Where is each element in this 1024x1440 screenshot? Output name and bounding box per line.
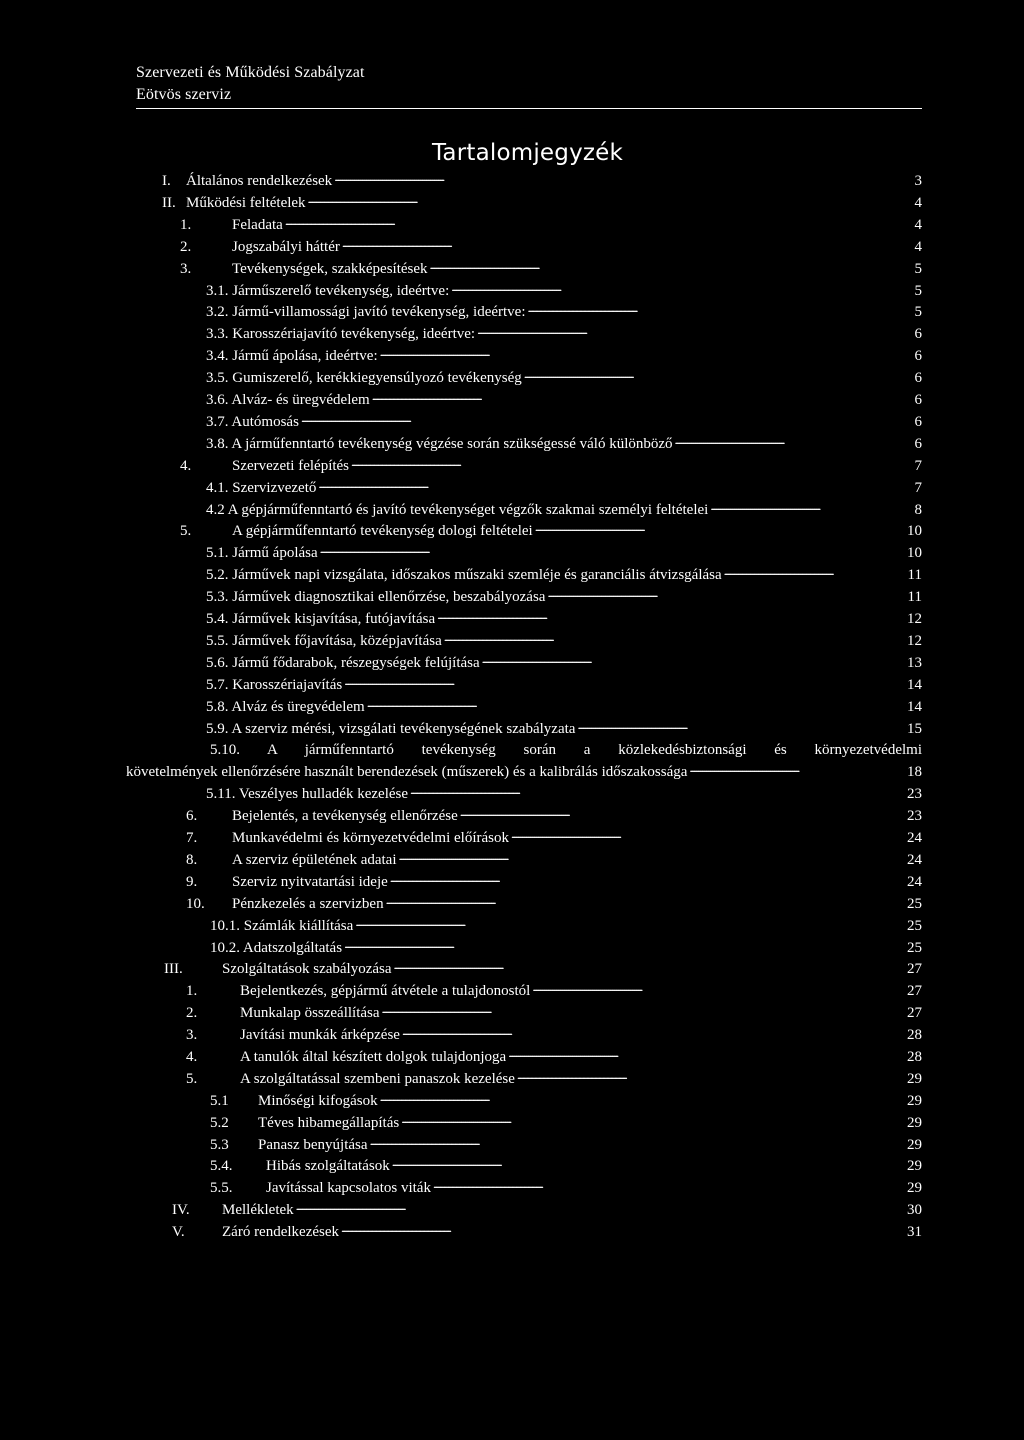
toc-page-number: 8 [914,502,922,518]
toc-number: 3. [180,261,192,277]
dot-leader [508,1042,905,1064]
toc-page-number: 5 [914,261,922,277]
toc-page-number: 29 [907,1071,922,1087]
toc-label: 5.3. Járművek diagnosztikai ellenőrzése, beszabályozása [206,589,546,605]
toc-page-number: 24 [907,874,922,890]
toc-label: Bejelentkezés, gépjármű átvétele a tulajdonostól [240,983,531,999]
toc-label: Panasz benyújtása [258,1137,368,1153]
dot-leader [517,1064,905,1086]
toc-page-number: 27 [907,1005,922,1021]
toc-label: 5.6. Jármű fődarabok, részegységek felújítása [206,655,480,671]
toc-page-number: 23 [907,808,922,824]
dot-leader [301,407,913,429]
toc-page-number: 6 [914,414,922,430]
toc-label: 3.5. Gumiszerelő, kerékkiegyensúlyozó tevékenység [206,370,522,386]
toc-number: 5.1 [210,1093,229,1109]
toc-page-number: 6 [914,348,922,364]
toc-label: 5.7. Karosszériajavítás [206,677,343,693]
toc-row[interactable] [0,1221,1024,1243]
header-rule [136,108,922,109]
toc-page-number: 3 [914,173,922,189]
dot-leader [477,319,912,341]
toc-label: Jogszabályi háttér [232,239,340,255]
toc-number: 5.4. [210,1158,233,1174]
dot-leader [390,867,905,889]
toc-label: Téves hibamegállapítás [258,1115,400,1131]
dot-leader [524,363,913,385]
toc-page-number: 5 [914,283,922,299]
toc-number: 9. [186,874,198,890]
toc-label: 5.2. Járművek napi vizsgálata, időszakos műszaki szemléje és garanciális átvizsgálása [206,567,722,583]
dot-leader [532,976,905,998]
toc-page-number: 31 [907,1224,922,1240]
dot-leader [675,429,913,451]
toc-label: Szervezeti felépítés [232,458,350,474]
toc-page-number: 4 [914,239,922,255]
dot-leader [511,823,905,845]
toc-number: 5.3 [210,1137,229,1153]
dot-leader [577,714,905,736]
header-title: Szervezeti és Működési Szabályzat [136,64,365,81]
toc-label: 5.1. Jármű ápolása [206,545,318,561]
toc-label: A tanulók által készített dolgok tulajdonjoga [240,1049,507,1065]
dot-leader [320,538,905,560]
dot-leader [451,276,912,298]
toc-page-number: 23 [907,786,922,802]
dot-leader [380,341,913,363]
toc-label: követelmények ellenőrzésére használt berendezések (műszerek) és a kalibrálás időszakossága [126,764,688,780]
dot-leader [710,495,912,517]
toc-page-number: 29 [907,1115,922,1131]
dot-leader [444,626,905,648]
toc-page-number: 11 [907,567,922,583]
dot-leader [386,889,905,911]
toc-label: 5.5. Járművek főjavítása, középjavítása [206,633,442,649]
dot-leader [402,1020,905,1042]
dot-leader [285,210,913,232]
toc-page-number: 6 [914,436,922,452]
toc-label: Bejelentés, a tevékenység ellenőrzése [232,808,458,824]
toc-row[interactable] [0,718,1024,740]
toc-page-number: 28 [907,1049,922,1065]
toc-page-number: 25 [907,918,922,934]
toc-label: 5.9. A szerviz mérési, vizsgálati tevékenységének szabályzata [206,721,576,737]
toc-label: 5.10. A járműfenntartó tevékenység során a közlekedésbiztonsági és környezetvédelmi [210,742,922,758]
toc-page-number: 6 [914,370,922,386]
dot-leader [344,670,905,692]
toc-page-number: 10 [907,523,922,539]
dot-leader [689,757,905,779]
dot-leader [437,604,905,626]
dot-leader [392,1151,905,1173]
toc-number: 3. [186,1027,198,1043]
toc-page-number: 29 [907,1180,922,1196]
toc-number: 4. [186,1049,198,1065]
toc-label: Szerviz nyitvatartási ideje [232,874,388,890]
toc-number: 2. [180,239,192,255]
toc-number: 5.2 [210,1115,229,1131]
dot-leader [318,473,912,495]
dot-leader [367,692,905,714]
dot-leader [394,954,905,976]
document-header [136,62,922,106]
toc-label: 3.4. Jármű ápolása, ideértve: [206,348,378,364]
dot-leader [460,801,905,823]
toc-page-number: 25 [907,940,922,956]
toc-page-number: 4 [914,195,922,211]
dot-leader [724,560,906,582]
toc-label: Minőségi kifogások [258,1093,378,1109]
toc-label: Szolgáltatások szabályozása [222,961,392,977]
toc-label: Működési feltételek [186,195,306,211]
toc-label: Tevékenységek, szakképesítések [232,261,428,277]
toc-label: Javítással kapcsolatos viták [266,1180,431,1196]
dot-leader [342,232,913,254]
toc-label: Záró rendelkezések [222,1224,340,1240]
toc-label: 3.3. Karosszériajavító tevékenység, ideértve: [206,326,476,342]
dot-leader [351,451,912,473]
toc-label: Munkalap összeállítása [240,1005,380,1021]
toc-page-number: 7 [914,480,922,496]
toc-page-number: 4 [914,217,922,233]
toc-page-number: 27 [907,983,922,999]
dot-leader [430,254,913,276]
toc-number: 1. [180,217,192,233]
toc-number: 4. [180,458,192,474]
toc-label: 5.4. Járművek kisjavítása, futójavítása [206,611,436,627]
toc-label: A szolgáltatással szembeni panaszok kezelése [240,1071,515,1087]
toc-page-number: 29 [907,1093,922,1109]
toc-label: Munkavédelmi és környezetvédelmi előírások [232,830,509,846]
dot-leader [382,998,905,1020]
toc-page-number: 11 [907,589,922,605]
dot-leader [296,1195,905,1217]
toc-number: 6. [186,808,198,824]
toc-number: 7. [186,830,198,846]
toc-page-number: 27 [907,961,922,977]
dot-leader [401,1108,905,1130]
toc-number: III. [164,961,183,977]
dot-leader [372,385,913,407]
dot-leader [482,648,905,670]
toc-label: 5.11. Veszélyes hulladék kezelése [206,786,409,802]
dot-leader [355,911,905,933]
toc-label: 3.1. Járműszerelő tevékenység, ideértve: [206,283,450,299]
toc-label: 5.8. Alváz és üregvédelem [206,699,365,715]
toc-page-number: 15 [907,721,922,737]
toc-label: Javítási munkák árképzése [240,1027,400,1043]
toc-page-number: 14 [907,699,922,715]
dot-leader [344,933,905,955]
toc-number: 5. [180,523,192,539]
toc-page-number: 18 [907,764,922,780]
toc-number: 1. [186,983,198,999]
toc-number: IV. [172,1202,190,1218]
toc-page-number: 29 [907,1158,922,1174]
toc-page-number: 29 [907,1137,922,1153]
toc-page-number: 7 [914,458,922,474]
toc-number: I. [162,173,171,189]
toc-number: II. [162,195,176,211]
toc-page-number: 28 [907,1027,922,1043]
toc-label: Hibás szolgáltatások [266,1158,390,1174]
toc-title: Tartalomjegyzék [431,140,624,166]
toc-number: 2. [186,1005,198,1021]
toc-page-number: 10 [907,545,922,561]
toc-label: 4.2 A gépjárműfenntartó és javító tevékenységet végzők szakmai személyi feltételei [206,502,709,518]
toc-number: V. [172,1224,185,1240]
toc-page-number: 6 [914,326,922,342]
toc-label: Pénzkezelés a szervizben [232,896,384,912]
toc-page-number: 25 [907,896,922,912]
toc-label: 3.2. Jármű-villamossági javító tevékenység, ideértve: [206,304,526,320]
toc-number: 5.5. [210,1180,233,1196]
toc-label: 3.6. Alváz- és üregvédelem [206,392,370,408]
dot-leader [308,188,913,210]
dot-leader [370,1130,905,1152]
dot-leader [334,166,912,188]
toc-label: 10.2. Adatszolgáltatás [210,940,343,956]
toc-number: 5. [186,1071,198,1087]
toc-label: Feladata [232,217,283,233]
toc-label: 10.1. Számlák kiállítása [210,918,354,934]
toc-page-number: 24 [907,830,922,846]
dot-leader [399,845,905,867]
toc-page-number: 12 [907,633,922,649]
toc-page-number: 5 [914,304,922,320]
toc-label: A szerviz épületének adatai [232,852,397,868]
toc-label: A gépjárműfenntartó tevékenység dologi feltételei [232,523,533,539]
toc-label: 4.1. Szervizvezető [206,480,317,496]
dot-leader [535,516,905,538]
toc-page-number: 13 [907,655,922,671]
toc-label: Általános rendelkezések [186,173,333,189]
dot-leader [528,297,913,319]
toc-number: 8. [186,852,198,868]
dot-leader [547,582,905,604]
toc-number: 10. [186,896,205,912]
dot-leader [380,1086,905,1108]
toc-page-number: 14 [907,677,922,693]
dot-leader [341,1217,905,1239]
header-subtitle: Eötvös szerviz [136,86,232,103]
toc-label: 3.7. Autómosás [206,414,299,430]
dot-leader [433,1173,905,1195]
toc-label: 3.8. A járműfenntartó tevékenység végzése során szükségessé váló különböző [206,436,673,452]
toc-page-number: 12 [907,611,922,627]
toc-page-number: 30 [907,1202,922,1218]
toc-page-number: 6 [914,392,922,408]
toc-page-number: 24 [907,852,922,868]
toc-label: Mellékletek [222,1202,294,1218]
dot-leader [410,779,905,801]
